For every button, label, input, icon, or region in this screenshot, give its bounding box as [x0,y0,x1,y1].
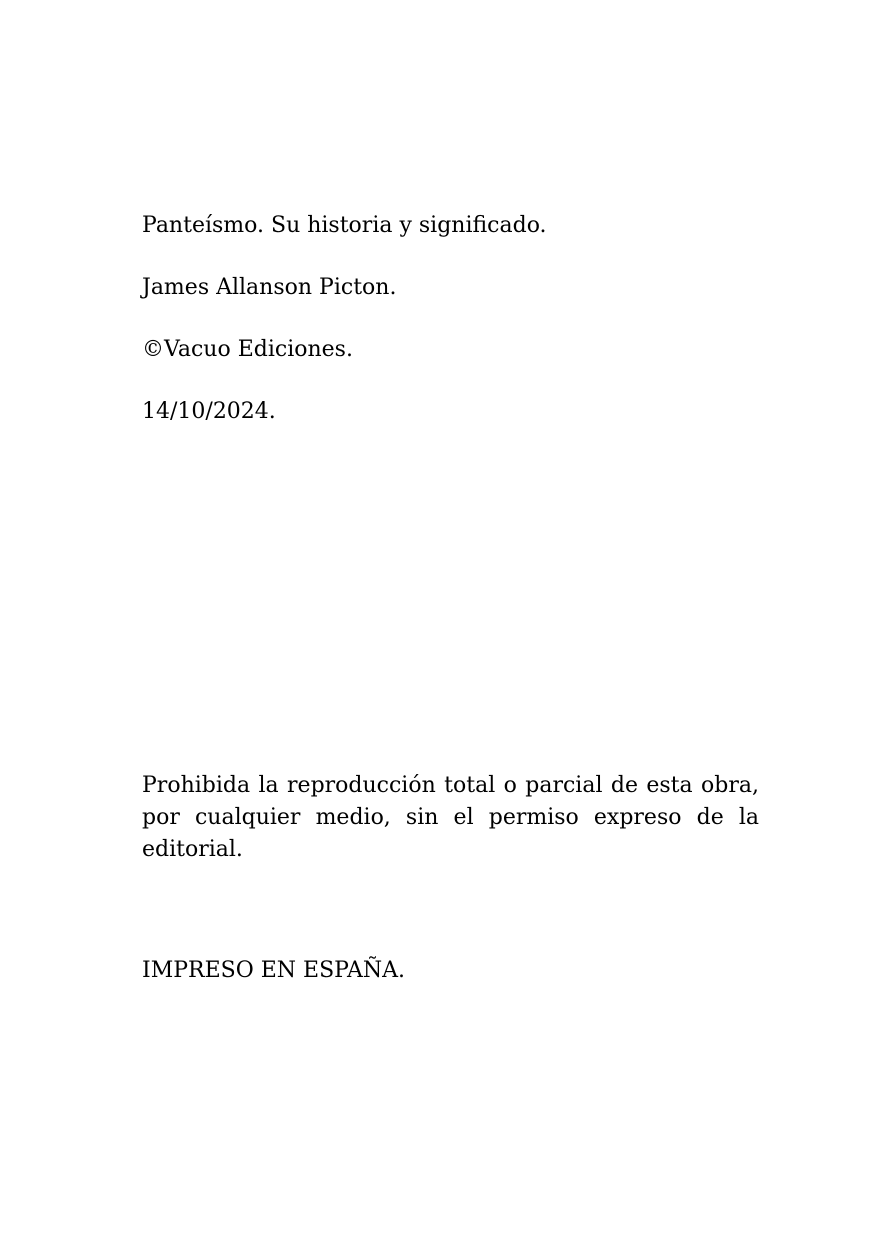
publication-date: 14/10/2024. [142,399,276,424]
book-title: Panteísmo. Su historia y significado. [142,213,547,238]
publisher-copyright: ©Vacuo Ediciones. [142,337,353,362]
book-author: James Allanson Picton. [142,275,397,300]
rights-notice: Prohibida la reproducción total o parcial de esta obra, por cualquier medio, sin el permiso expreso de la editorial. [142,773,759,862]
printed-in-notice: IMPRESO EN ESPAÑA. [142,958,405,983]
